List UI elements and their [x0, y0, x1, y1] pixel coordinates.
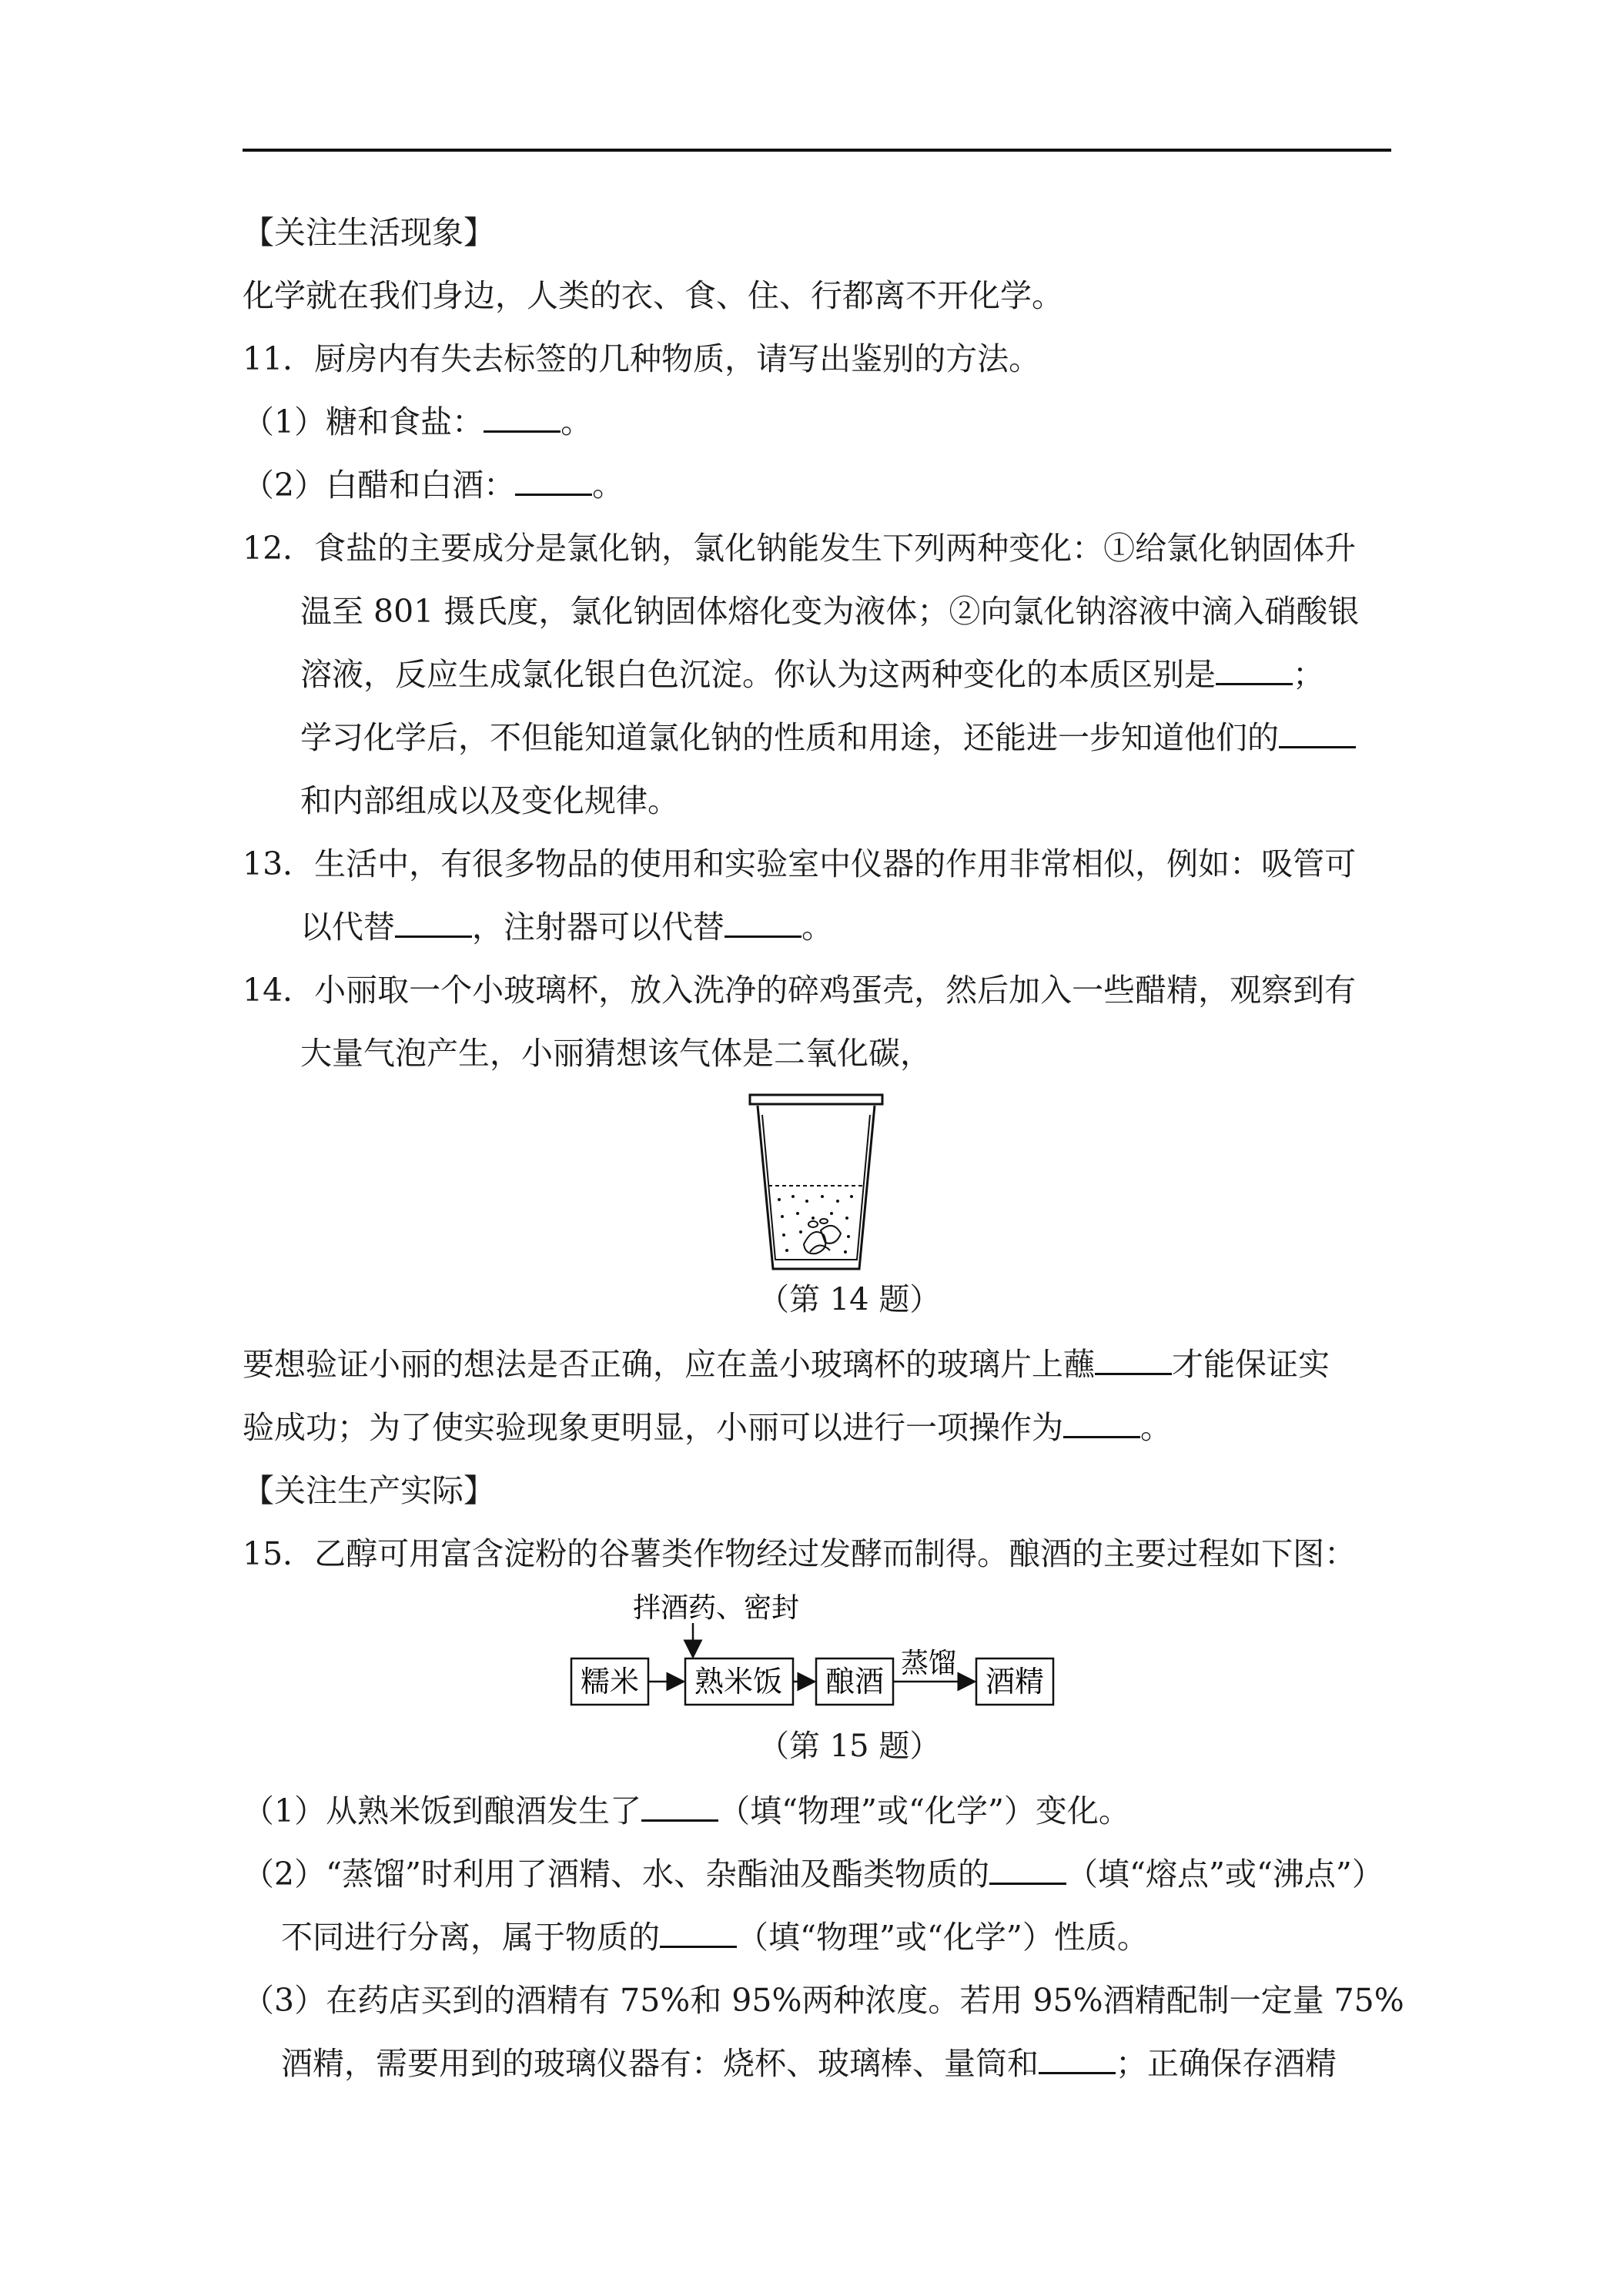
- q12-line1: 12．食盐的主要成分是氯化钠，氯化钠能发生下列两种变化：①给氯化钠固体升: [243, 530, 1357, 567]
- q11-part1-text: （1）糖和食盐：: [243, 403, 484, 440]
- q14-line3-b: 才能保证实: [1172, 1346, 1330, 1383]
- answer-blank[interactable]: [1039, 2043, 1116, 2074]
- q15-part2-line2: [281, 1914, 1149, 1960]
- q15-part2-c: 不同进行分离，属于物质的: [281, 1919, 660, 1956]
- section-heading-life: 【关注生活现象】: [243, 214, 495, 251]
- q14-line4-a: 验成功；为了使实验现象更明显，小丽可以进行一项操作为: [243, 1409, 1063, 1446]
- answer-blank[interactable]: [395, 906, 472, 938]
- q11-part2: [243, 462, 624, 508]
- q13-line2-a: 以代替: [300, 909, 395, 946]
- q11-part1-end: 。: [561, 403, 593, 440]
- section-heading-production: 【关注生产实际】: [243, 1472, 495, 1509]
- q15-part2-line1: [243, 1851, 1384, 1897]
- q15-part1-b: （填“物理”或“化学”）变化。: [718, 1792, 1130, 1829]
- q13-line2: [300, 904, 833, 950]
- answer-blank[interactable]: [515, 464, 592, 496]
- q15-part3-b: 酒精，需要用到的玻璃仪器有：烧杯、玻璃棒、量筒和: [281, 2045, 1039, 2082]
- q15-stem: 15．乙醇可用富含淀粉的谷薯类作物经过发酵而制得。酿酒的主要过程如下图：: [243, 1535, 1357, 1572]
- q13-line2-c: 。: [801, 909, 833, 946]
- cup-inner-wall: [762, 1115, 870, 1260]
- answer-blank[interactable]: [1216, 654, 1293, 685]
- q15-part1: [243, 1788, 1130, 1834]
- cup-outline: [758, 1106, 875, 1269]
- answer-blank[interactable]: [484, 401, 561, 433]
- q12-line4-text: 学习化学后，不但能知道氯化钠的性质和用途，还能进一步知道他们的: [300, 719, 1279, 756]
- flow-top-label: 拌酒药、密封: [633, 1592, 800, 1624]
- flow-box2-label: 熟米饭: [694, 1665, 783, 1699]
- glass-cup-figure: [739, 1093, 893, 1278]
- liquid-dots: [778, 1195, 853, 1253]
- answer-blank[interactable]: [1095, 1344, 1172, 1375]
- answer-blank[interactable]: [989, 1853, 1066, 1885]
- figure14-caption: （第 14 题）: [758, 1282, 941, 1317]
- q14-line4-b: 。: [1140, 1409, 1172, 1446]
- q13-line2-b: ，注射器可以代替: [472, 909, 724, 946]
- answer-blank[interactable]: [724, 906, 801, 938]
- flow-box3-label: 酿酒: [825, 1665, 885, 1699]
- q15-part2-b: （填“熔点”或“沸点”）: [1066, 1856, 1384, 1893]
- intro-text: 化学就在我们身边，人类的衣、食、住、行都离不开化学。: [243, 277, 1063, 314]
- eggshell-pieces: [804, 1219, 841, 1253]
- brewing-flow-diagram: [570, 1586, 1062, 1717]
- figure15-caption: （第 15 题）: [758, 1729, 941, 1764]
- q12-line3-text: 溶液，反应生成氯化银白色沉淀。你认为这两种变化的本质区别是: [300, 656, 1216, 693]
- flow-box1-label: 糯米: [581, 1665, 640, 1699]
- q11-stem: 11．厨房内有失去标签的几种物质，请写出鉴别的方法。: [243, 340, 1041, 377]
- q15-part1-a: （1）从熟米饭到酿酒发生了: [243, 1792, 642, 1829]
- q14-line1: 14．小丽取一个小玻璃杯，放入洗净的碎鸡蛋壳，然后加入一些醋精，观察到有: [243, 972, 1357, 1009]
- answer-blank[interactable]: [1279, 717, 1356, 748]
- answer-blank[interactable]: [660, 1916, 737, 1948]
- q12-line4: [300, 715, 1356, 761]
- q12-line5: 和内部组成以及变化规律。: [300, 782, 679, 819]
- q14-line4: [243, 1404, 1172, 1451]
- answer-blank[interactable]: [1063, 1407, 1140, 1438]
- q15-part3-c: ；正确保存酒精: [1116, 2045, 1337, 2082]
- flow-arrow-label: 蒸馏: [901, 1648, 957, 1679]
- q15-part2-a: （2）“蒸馏”时利用了酒精、水、杂酯油及酯类物质的: [243, 1856, 990, 1893]
- q11-part2-text: （2）白醋和白酒：: [243, 467, 516, 504]
- answer-blank[interactable]: [641, 1790, 718, 1822]
- q12-line3-end: ；: [1293, 656, 1324, 693]
- q11-part1: [243, 399, 592, 445]
- q12-line2: 温至 801 摄氏度，氯化钠固体熔化变为液体；②向氯化钠溶液中滴入硝酸银: [300, 593, 1360, 630]
- q14-line2: 大量气泡产生，小丽猜想该气体是二氧化碳，: [300, 1035, 932, 1072]
- glass-lid: [750, 1095, 882, 1104]
- q14-line3-a: 要想验证小丽的想法是否正确，应在盖小玻璃杯的玻璃片上蘸: [243, 1346, 1095, 1383]
- q13-line1: 13．生活中，有很多物品的使用和实验室中仪器的作用非常相似，例如：吸管可: [243, 845, 1357, 882]
- q11-part2-end: 。: [592, 467, 624, 504]
- q14-line3: [243, 1341, 1330, 1387]
- q15-part3-line2: [281, 2040, 1337, 2087]
- header-rule: [243, 149, 1391, 152]
- q15-part2-d: （填“物理”或“化学”）性质。: [737, 1919, 1149, 1956]
- q12-line3: [300, 651, 1324, 698]
- flow-box4-label: 酒精: [986, 1665, 1045, 1699]
- q15-part3-line1: （3）在药店买到的酒精有 75%和 95%两种浓度。若用 95%酒精配制一定量 75%: [243, 1982, 1404, 2019]
